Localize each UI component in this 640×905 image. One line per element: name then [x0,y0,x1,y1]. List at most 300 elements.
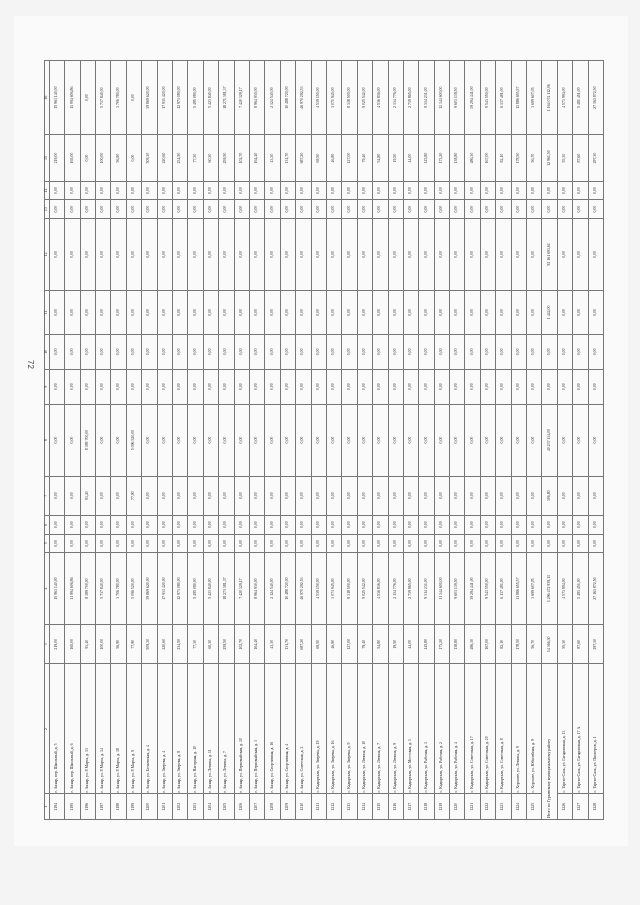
table-cell: 0,00 [388,334,403,369]
table-cell: 0,00 [403,218,418,290]
table-cell: 10 488 720,00 [280,553,295,625]
table-cell: 0,00 [173,476,188,515]
table-cell: 0,00 [480,334,495,369]
table-cell: 0,00 [557,476,572,515]
table-cell: с. Кадыргали, ул. Ленина, д. 7 [373,664,388,794]
table-cell: 0,00 [96,334,111,369]
table-cell: г. Акъяр, ул. Ленина, д. 11 [203,664,218,794]
table-cell: 0,00 [419,334,434,369]
table-cell: 0,00 [157,181,172,200]
table-cell: 0,00 [465,181,480,200]
table-row [480,61,495,820]
table-cell: 3 071 945,00 [326,553,341,625]
table-row [249,61,264,820]
table-cell: 0,00 [573,290,588,334]
table-cell: 0,00 [80,534,95,553]
table-cell: 0,00 [419,404,434,476]
table-cell: 4 536 836,00 [373,61,388,135]
table-cell: 1200 [142,794,157,820]
table-cell: 0,00 [96,404,111,476]
table-cell: 0,00 [142,334,157,369]
table-cell: 0,00 [588,200,603,219]
table-cell: 54,80 [373,625,388,664]
table-cell: 0,00 [465,369,480,404]
table-cell: 0,00 [357,404,372,476]
table-cell: 0,00 [65,200,80,219]
subtotal-cell: 1 164 074 112,06 [542,61,557,135]
table-cell: 0,00 [373,515,388,534]
table-cell: 0,00 [173,200,188,219]
table-cell: 0,00 [465,218,480,290]
table-cell: 0,00 [311,515,326,534]
table-cell: 10 488 720,00 [280,61,295,135]
subtotal-cell: 1 296 472 939,11 [542,553,557,625]
table-cell: 0,00 [373,218,388,290]
table-cell: 0,00 [511,200,526,219]
table-cell: 0,00 [126,290,141,334]
table-cell: 0,00 [65,218,80,290]
table-cell: 0,00 [511,369,526,404]
table-cell: 0,00 [296,334,311,369]
table-cell: 0,00 [496,515,511,534]
table-cell: 0,00 [511,334,526,369]
table-cell: 0,00 [357,218,372,290]
table-cell: 0,00 [96,515,111,534]
table-cell: 0,00 [203,334,218,369]
table-cell: 27 163 872,50 [588,61,603,135]
table-cell: 0,00 [434,181,449,200]
table-cell: 0,00 [265,218,280,290]
table-cell: 0,00 [296,369,311,404]
table-cell: 1195 [65,794,80,820]
table-cell: 4 539 150,00 [311,61,326,135]
table-row [434,61,449,820]
table-cell: 0,00 [326,515,341,534]
table-cell: 0,00 [249,200,264,219]
table-cell: 0,00 [311,218,326,290]
table-cell: 0,00 [157,404,172,476]
table-cell: 0,00 [96,534,111,553]
table-cell: 0,00 [450,290,465,334]
table-cell: 100,00 [96,625,111,664]
table-cell: 1203 [188,794,203,820]
table-cell: 0,00 [403,404,418,476]
table-cell: 82,10 [496,135,511,181]
table-cell: 0,00 [357,181,372,200]
table-cell: 0,00 [326,476,341,515]
table-cell: 56,90 [111,625,126,664]
table-cell: 0,00 [434,200,449,219]
table-cell: с. Хорошее, ул. Ленина, д. 9 [511,664,526,794]
table-cell: 0,00 [219,218,234,290]
table-cell: 0,00 [557,334,572,369]
table-cell: 0,00 [403,369,418,404]
table-cell: 0,00 [126,534,141,553]
table-cell: 0,00 [173,181,188,200]
table-cell: 5 495 080,00 [188,553,203,625]
table-cell: 2 134 776,00 [388,553,403,625]
table-cell: 0,00 [403,200,418,219]
column-header: 15 [45,135,50,181]
table-cell: 0,00 [188,334,203,369]
table-cell: 0,00 [357,476,372,515]
table-cell: 39 294 441,00 [465,553,480,625]
table-row [557,61,572,820]
table-cell: 0,00 [142,200,157,219]
table-cell: 0,00 [480,515,495,534]
table-cell: 0,00 [296,515,311,534]
table-cell: 0,00 [188,534,203,553]
table-cell: 79,40 [357,625,372,664]
table-cell: 0,00 [465,404,480,476]
table-cell: 0,00 [311,534,326,553]
table-cell: 0,00 [173,218,188,290]
table-cell: 11 994 606,86 [65,553,80,625]
table-cell: 0,00 [450,369,465,404]
table-cell: 56,70 [527,135,542,181]
table-cell: 0,00 [527,515,542,534]
table-cell: 8 318 500,00 [342,61,357,135]
table-cell: 0,00 [142,534,157,553]
table-cell: 1204 [203,794,218,820]
table-cell: 0,00 [342,534,357,553]
table-cell: 0,00 [265,404,280,476]
table-cell: 0,00 [188,200,203,219]
table-cell: 0,00 [388,534,403,553]
table-cell: 44,00 [403,135,418,181]
table-cell: 234,50 [173,625,188,664]
table-cell: 0,00 [588,290,603,334]
table-cell: г. Акъяр, ул. Спортивная, д. 16 [265,664,280,794]
table-cell: 0,00 [419,200,434,219]
table-cell: 0,00 [157,200,172,219]
table-cell: 0,00 [388,200,403,219]
column-header: 2 [45,664,50,794]
table-cell: 9 603 139,50 [450,61,465,135]
table-cell: 0,00 [126,218,141,290]
table-cell: 220,60 [157,135,172,181]
table-cell: 0,00 [480,181,495,200]
table-cell: с. Кадыргали, ул. Ленина, д. 10 [357,664,372,794]
table-cell: 0,00 [326,404,341,476]
table-cell: 0,00 [573,334,588,369]
table-cell: 0,00 [573,200,588,219]
table-row [388,61,403,820]
table-cell: 93,40 [80,625,95,664]
table-cell: 0,00 [173,290,188,334]
table-cell: 1216 [388,794,403,820]
table-cell: 167,00 [480,625,495,664]
table-cell: 0,00 [96,200,111,219]
table-cell: 0,00 [249,476,264,515]
table-cell: 5 423 840,00 [203,61,218,135]
table-cell: 0,00 [311,369,326,404]
table-cell: 0,00 [96,476,111,515]
table-cell: 0,00 [388,181,403,200]
table-cell: 0,00 [573,218,588,290]
table-cell: 0,00 [142,369,157,404]
table-cell: 0,00 [311,404,326,476]
table-cell: 0,00 [357,334,372,369]
table-cell: 0,00 [219,404,234,476]
table-cell: 131,70 [280,625,295,664]
table-cell: 9 025 542,00 [357,61,372,135]
table-cell: 0,00 [49,181,64,200]
table-cell: 100,00 [96,135,111,181]
table-cell: 0,00 [465,534,480,553]
table-cell: г. Акъяр, ул. Зверева, д. 8 [173,664,188,794]
table-cell: 0,00 [96,290,111,334]
table-cell: 0,00 [280,515,295,534]
column-header: 4 [45,553,50,625]
column-header: 12 [45,218,50,290]
table-cell: 0,00 [265,181,280,200]
table-cell: 0,00 [173,369,188,404]
table-cell: 7 420 329,17 [234,61,249,135]
table-cell: 8 389 700,00 [80,553,95,625]
table-cell: 0,00 [203,181,218,200]
table-cell: 5 481 451,00 [573,61,588,135]
table-cell: 0,00 [496,181,511,200]
table-cell: 0,00 [388,369,403,404]
table-cell: 2 134 776,00 [388,61,403,135]
table-cell: 0,00 [111,218,126,290]
table-cell: 0,00 [311,181,326,200]
table-cell: 0,00 [80,369,95,404]
table-cell: 0,00 [434,290,449,334]
table-cell: 60,30 [203,625,218,664]
table-cell: 0,00 [265,515,280,534]
table-row [296,61,311,820]
table-cell: 0,00 [265,476,280,515]
table-cell: 0,00 [49,534,64,553]
table-cell: 2 124 540,00 [265,553,280,625]
table-cell: 0,00 [557,369,572,404]
table-cell: 1194 [49,794,64,820]
table-cell: 102,70 [234,625,249,664]
table-cell: 0,00 [527,334,542,369]
table-cell: 77,90 [126,625,141,664]
table-cell: 9 025 542,00 [357,553,372,625]
table-cell: 0,00 [342,200,357,219]
table-cell: 0,00 [111,334,126,369]
column-header: 10 [45,334,50,369]
table-cell: 2 739 865,00 [403,553,418,625]
table-cell: 0,00 [203,534,218,553]
document-paper [14,16,628,846]
table-cell: 0,00 [403,334,418,369]
table-cell: 0,00 [111,290,126,334]
table-cell: 1227 [573,794,588,820]
table-cell: 0,00 [142,290,157,334]
table-cell: г. Акъяр, пер. Школьный, д. 5 [49,664,64,794]
rotated-table-container [44,60,604,820]
table-cell: 0,00 [373,181,388,200]
table-cell: 0,00 [450,334,465,369]
table-cell: 0,00 [219,515,234,534]
table-cell: 0,00 [280,404,295,476]
table-cell: 0,00 [419,515,434,534]
table-cell: 1210 [296,794,311,820]
table-cell: 1207 [249,794,264,820]
table-cell: 0,00 [203,404,218,476]
table-cell: 0,00 [234,290,249,334]
table-row [96,61,111,820]
table-cell: 0,00 [173,334,188,369]
table-cell: 0,00 [326,200,341,219]
table-cell: г. Акъяр, ул. Нагорная, д. 10 [188,664,203,794]
table-cell: 0,00 [157,290,172,334]
table-cell: 0,00 [434,515,449,534]
table-cell: 1196 [80,794,95,820]
table-cell: 0,00 [357,200,372,219]
table-row [588,61,603,820]
table-cell: 0,00 [357,515,372,534]
table-cell: 0,00 [249,181,264,200]
table-cell: 0,00 [480,218,495,290]
table-cell: 39 869 620,00 [142,553,157,625]
table-cell: 259,50 [219,625,234,664]
table-cell: 0,00 [188,218,203,290]
table-cell: 1198 [111,794,126,820]
table-cell: 0,00 [496,476,511,515]
table-cell: 165,00 [65,135,80,181]
table-cell: 3 699 607,05 [527,553,542,625]
table-cell: 0,00 [450,476,465,515]
table-cell: 0,00 [511,181,526,200]
table-cell: 0,00 [403,290,418,334]
table-cell: 0,00 [480,290,495,334]
table-cell: 0,00 [80,61,95,135]
table-cell: 0,00 [65,534,80,553]
table-cell: 15 963 140,00 [49,553,64,625]
table-cell: 1209 [280,794,295,820]
table-cell: 27 163 872,50 [588,553,603,625]
table-cell: 0,00 [188,290,203,334]
table-cell: 0,00 [573,476,588,515]
table-cell: 43,30 [265,135,280,181]
table-cell: 0,00 [157,476,172,515]
table-cell: 0,00 [342,334,357,369]
table-cell: 1220 [450,794,465,820]
table-cell: 77,30 [188,135,203,181]
table-cell: 0,00 [265,290,280,334]
table-cell: 5 096 520,00 [126,404,141,476]
table-cell: 0,00 [511,404,526,476]
table-cell: 0,00 [326,534,341,553]
table-row [234,61,249,820]
table-cell: 0,00 [111,534,126,553]
table-cell: 0,00 [157,534,172,553]
table-cell: 0,00 [296,290,311,334]
table-cell: 127,00 [342,625,357,664]
table-cell: с. Кадыргали, ул. Зверева, д. 9 [342,664,357,794]
table-cell: 0,00 [342,404,357,476]
table-cell: 0,00 [126,181,141,200]
subtotal-cell: 0,00 [542,200,557,219]
table-cell: 0,00 [342,476,357,515]
page-number: 72 [25,360,35,369]
table-cell: 0,00 [588,534,603,553]
table-cell: 0,00 [296,218,311,290]
table-cell: 0,00 [357,369,372,404]
table-cell: 0,00 [527,369,542,404]
table-cell: 0,00 [326,369,341,404]
table-cell: 0,00 [496,369,511,404]
table-cell: 0,00 [311,334,326,369]
table-cell: с. Кадыргали, ул. Мостовая, д. 3 [403,664,418,794]
table-cell: 54,80 [373,135,388,181]
table-cell: 0,00 [280,181,295,200]
table-cell: 0,00 [219,200,234,219]
table-cell: 0,00 [80,181,95,200]
table-row [126,61,141,820]
table-cell: 3 071 945,00 [326,61,341,135]
table-cell: 2 739 865,00 [403,61,418,135]
table-cell: 0,00 [357,290,372,334]
table-cell: 220,60 [157,625,172,664]
table-cell: 0,00 [511,290,526,334]
table-cell: 0,00 [111,200,126,219]
table-cell: 0,00 [126,135,141,181]
table-cell: 0,00 [142,181,157,200]
table-cell: 0,00 [588,515,603,534]
table-cell: 165,00 [65,625,80,664]
table-cell: 138,80 [450,135,465,181]
table-row [188,61,203,820]
table-cell: 0,00 [234,181,249,200]
table-cell: 0,00 [588,404,603,476]
table-cell: 0,00 [203,200,218,219]
table-cell: 39 294 441,00 [465,61,480,135]
table-cell: 39 869 620,00 [142,61,157,135]
table-cell: 0,00 [450,515,465,534]
table-cell: 0,00 [496,404,511,476]
subtotal-cell: 12 961,50 [542,135,557,181]
table-cell: 0,00 [111,369,126,404]
table-cell: 1197 [96,794,111,820]
table-cell: 55,30 [557,135,572,181]
table-cell: 46,90 [326,135,341,181]
table-cell: 0,00 [219,476,234,515]
table-cell: 0,00 [588,181,603,200]
table-cell: 0,00 [65,369,80,404]
table-cell: 1213 [342,794,357,820]
table-row [65,61,80,820]
table-cell: 0,00 [65,334,80,369]
table-cell: г. Акъяр, ул. 8 Марта, д. 9 [126,664,141,794]
table-row [265,61,280,820]
table-row [373,61,388,820]
table-cell: 0,00 [96,218,111,290]
table-cell: 0,00 [527,534,542,553]
table-cell: 0,00 [326,218,341,290]
table-cell: 0,00 [234,369,249,404]
table-cell: 167,00 [480,135,495,181]
table-cell: 0,00 [450,181,465,200]
table-cell: 0,00 [173,515,188,534]
table-cell: 0,00 [296,404,311,476]
table-cell: 138,80 [450,625,465,664]
table-cell: 164,40 [249,625,264,664]
table-cell: 0,00 [388,290,403,334]
table-cell: 0,00 [249,534,264,553]
table-cell: 0,00 [157,369,172,404]
table-cell: 0,00 [388,218,403,290]
table-cell: 19,50 [388,625,403,664]
table-cell: 0,00 [388,404,403,476]
table-cell: 18 271 381,37 [219,553,234,625]
